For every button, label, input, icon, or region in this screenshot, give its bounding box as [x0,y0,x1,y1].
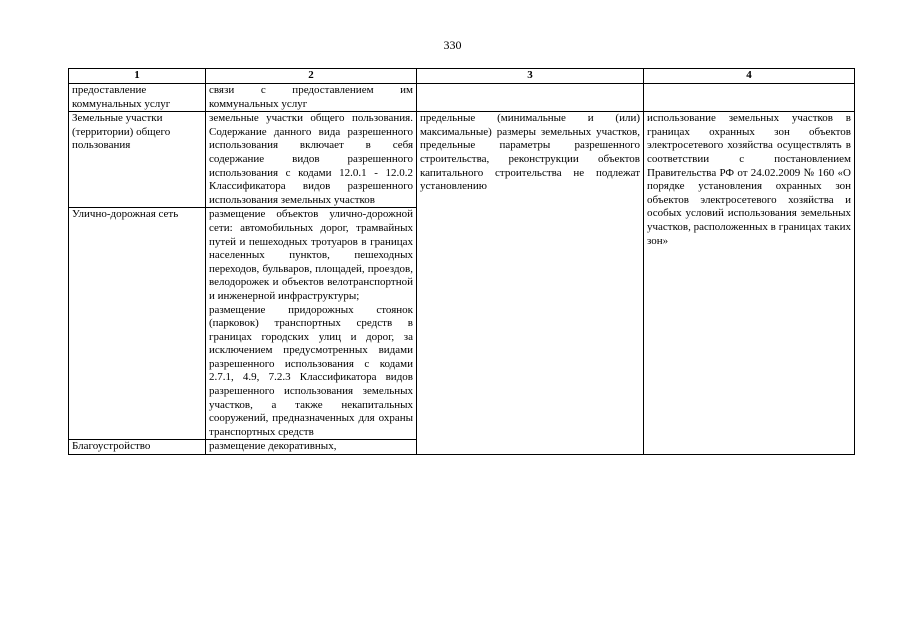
row3-col2-paragraph-1: размещение объектов улично-дорожной сети: автомобильных дорог, трамвайных путей и пешеходных тротуаров в границах населенных пунктов, пешеходных переходов, бульваров, площадей, проездов, велодорожек и объектов велотранспортной и инженерной инфраструктуры; [209,208,413,302]
zoning-table [68,68,855,455]
row4-col1: Благоустройство [69,440,206,455]
row2-col2: земельные участки общего пользования. Содержание данного вида разрешенного использования включает в себя содержание видов разрешенного использования с кодами 12.0.1 - 12.0.2 Классификатора видов разрешенного использования земельных участков [206,112,417,208]
row1-col1: предоставление коммунальных услуг [69,84,206,112]
row4-col2: размещение декоративных, [206,440,417,455]
column-header-3: 3 [417,69,644,84]
column-header-4: 4 [644,69,855,84]
page-number: 330 [443,38,462,52]
row1-col2: связи с предоставлением им коммунальных услуг [206,84,417,112]
column-header-2: 2 [206,69,417,84]
row3-col2 [206,208,417,440]
row2-col1: Земельные участки (территории) общего пользования [69,112,206,208]
row3-col2-paragraph-2: размещение придорожных стоянок (парковок) транспортных средств в границах городских улиц и дорог, за исключением предусмотренных видами разрешенного использования с кодами 2.7.1, 4.9, 7.2.3 Классификатора видов разрешенного использования земельных участков, а также некапитальных сооружений, предназначенных для охраны транспортных средств [209,303,413,438]
row3-col1: Улично-дорожная сеть [69,208,206,440]
table-row [69,112,855,208]
column-header-1: 1 [69,69,206,84]
row2-col4: использование земельных участков в границах охранных зон объектов электросетевого хозяйства осуществлять в соответствии с постановлением Правительства РФ от 24.02.2009 № 160 «О порядке установления охранных зон объектов электросетевого хозяйства и особых условий использования земельных участков, расположенных в границах таких зон» [644,112,855,455]
row1-col3 [417,84,644,112]
row2-col3: предельные (минимальные и (или) максимальные) размеры земельных участков, предельные параметры разрешенного строительства, реконструкции объектов капитального строительства не подлежат установлению [417,112,644,455]
table-header-row [69,69,855,84]
table-row [69,84,855,112]
row1-col4 [644,84,855,112]
